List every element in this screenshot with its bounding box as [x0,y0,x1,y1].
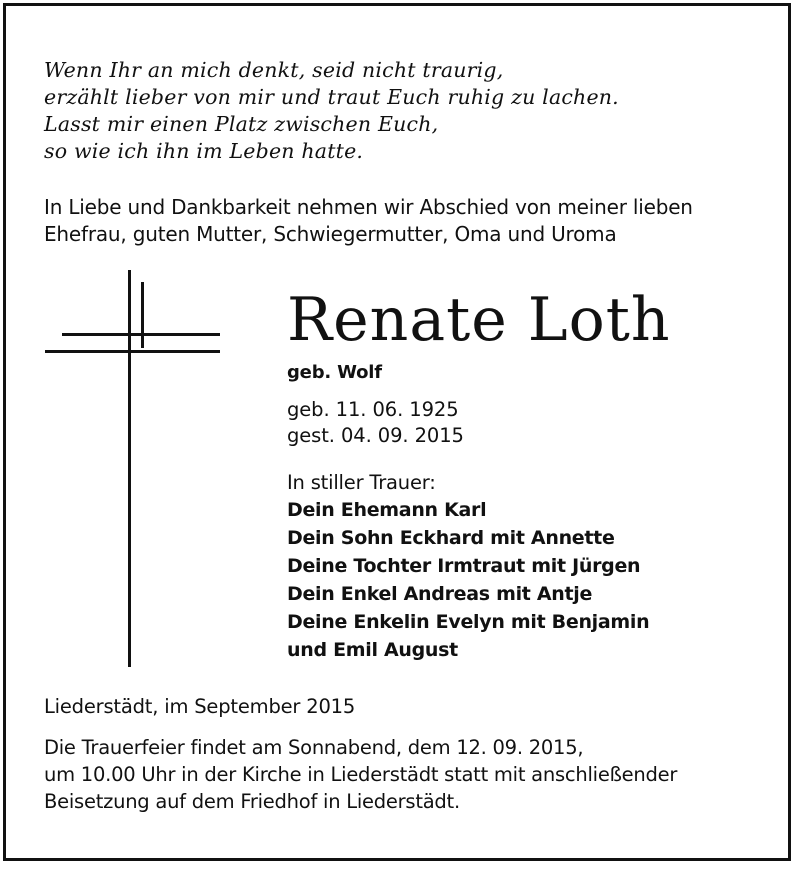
cross-vertical-beam-inner [141,282,144,348]
mourner-entry: Dein Ehemann Karl [287,499,487,521]
intro-line: Ehefrau, guten Mutter, Schwiegermutter, Oma und Uroma [44,222,617,246]
intro-line: In Liebe und Dankbarkeit nehmen wir Abschied von meiner lieben [44,195,693,219]
mourner-entry: Deine Tochter Irmtraut mit Jürgen [287,555,641,577]
funeral-notice [44,734,677,815]
life-dates [287,397,464,449]
poem-line: so wie ich ihn im Leben hatte. [44,139,364,163]
funeral-line: Beisetzung auf dem Friedhof in Liederstädt. [44,790,460,813]
mourners-label: In stiller Trauer: [287,471,436,494]
poem-line: Wenn Ihr an mich denkt, seid nicht traurig, [44,58,504,82]
mourner-entry: Dein Sohn Eckhard mit Annette [287,527,615,549]
mourner-entry: und Emil August [287,639,458,661]
mourner-entry: Deine Enkelin Evelyn mit Benjamin [287,611,650,633]
cross-vertical-beam [128,270,131,667]
cross-horizontal-beam-upper [62,333,220,336]
mourner-entry: Dein Enkel Andreas mit Antje [287,583,593,605]
mourners-list [287,496,649,664]
poem-line: erzählt lieber von mir und traut Euch ruhig zu lachen. [44,85,619,109]
deceased-name: Renate Loth [287,285,671,355]
birth-date: geb. 11. 06. 1925 [287,398,459,421]
funeral-line: Die Trauerfeier findet am Sonnabend, dem 12. 09. 2015, [44,736,584,759]
poem-line: Lasst mir einen Platz zwischen Euch, [44,112,439,136]
funeral-line: um 10.00 Uhr in der Kirche in Liederstädt statt mit anschließender [44,763,678,786]
maiden-name: geb. Wolf [287,362,382,383]
death-date: gest. 04. 09. 2015 [287,424,464,447]
cross-horizontal-beam-lower [45,350,220,353]
place-and-date: Liederstädt, im September 2015 [44,695,356,718]
